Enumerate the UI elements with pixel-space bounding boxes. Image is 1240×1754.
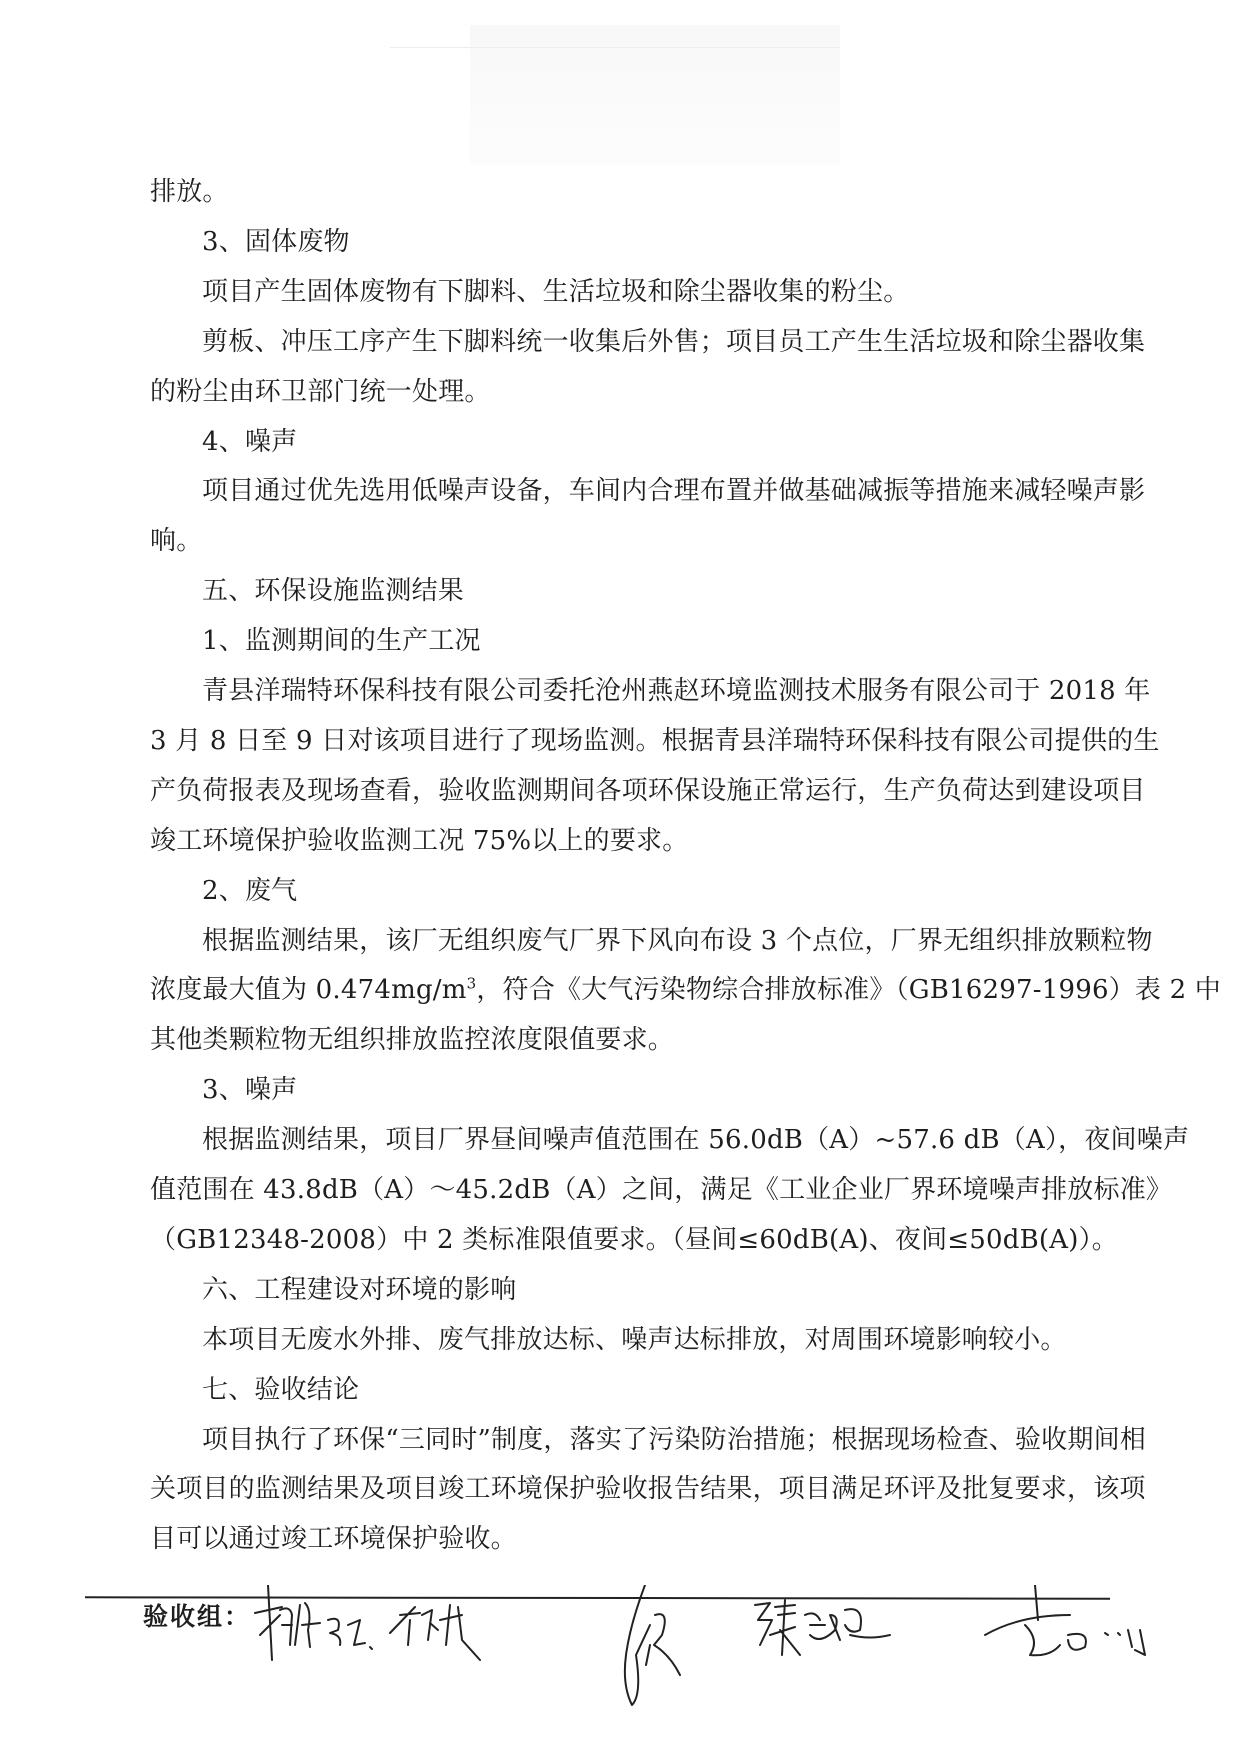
text-line: [202, 1115, 1190, 1165]
superscript: 3: [466, 974, 477, 993]
line-text: 排放。: [150, 177, 229, 207]
line-text: 根据监测结果，项目厂界昼间噪声值范围在 56.0dB（A）~57.6 dB（A），夜间噪声: [202, 1125, 1190, 1156]
line-text: 1、监测期间的生产工况: [202, 626, 481, 657]
line-text: 浓度最大值为 0.474mg/m: [150, 975, 467, 1006]
text-line: [150, 965, 1221, 1015]
text-line: [150, 1165, 1173, 1215]
text-line: [202, 666, 1151, 716]
line-text: 本项目无废水外排、废气排放达标、噪声达标排放，对周围环境影响较小。: [202, 1324, 1067, 1355]
line-text: 目可以通过竣工环境保护验收。: [150, 1524, 517, 1555]
text-line: [150, 367, 1110, 417]
line-text: 响。: [150, 526, 203, 557]
signature-2: [625, 1585, 680, 1705]
text-line: [202, 616, 1110, 666]
text-line: [202, 417, 1110, 467]
line-text: 其他类颗粒物无组织排放监控浓度限值要求。: [150, 1025, 675, 1056]
text-line: [150, 766, 1146, 816]
text-line: [150, 516, 1110, 566]
text-line: [202, 1265, 1110, 1315]
text-line: [150, 167, 1110, 217]
text-line: [202, 916, 1153, 966]
text-line: [150, 816, 1110, 866]
text-line: [202, 1315, 1110, 1365]
text-line: [202, 1065, 1110, 1115]
line-text: （GB12348-2008）中 2 类标准限值要求。（昼间≤60dB(A)、夜间≤50dB(A)）。: [150, 1224, 1118, 1255]
line-text: 的粉尘由环卫部门统一处理。: [150, 376, 491, 407]
text-line: [150, 1514, 1110, 1564]
line-text: 项目通过优先选用低噪声设备，车间内合理布置并做基础减振等措施来减轻噪声影: [202, 476, 1146, 507]
line-text: 2、废气: [202, 875, 298, 906]
text-line: [202, 566, 1110, 616]
text-line: [150, 1464, 1146, 1514]
text-line: [202, 1365, 1110, 1415]
text-line: [202, 317, 1146, 367]
line-text: 五、环保设施监测结果: [202, 576, 465, 607]
line-text: 青县洋瑞特环保科技有限公司委托沧州燕赵环境监测技术服务有限公司于 2018 年: [202, 676, 1151, 706]
line-text: 3 月 8 日至 9 日对该项目进行了现场监测。根据青县洋瑞特环保科技有限公司提供的生: [150, 725, 1160, 756]
line-text: 剪板、冲压工序产生下脚料统一收集后外售；项目员工产生生活垃圾和除尘器收集: [202, 326, 1146, 357]
text-line: [202, 1415, 1146, 1465]
line-text: 竣工环境保护验收监测工况 75%以上的要求。: [150, 825, 689, 856]
handwritten-signatures: [250, 1585, 1150, 1715]
line-text: 六、工程建设对环境的影响: [202, 1274, 517, 1305]
line-text: 项目产生固体废物有下脚料、生活垃圾和除尘器收集的粉尘。: [202, 276, 910, 307]
text-line: [202, 217, 1110, 267]
text-line: [150, 1015, 1110, 1065]
line-text: 根据监测结果，该厂无组织废气厂界下风向布设 3 个点位，厂界无组织排放颗粒物: [202, 925, 1153, 956]
line-text: 关项目的监测结果及项目竣工环境保护验收报告结果，项目满足环评及批复要求，该项: [150, 1474, 1146, 1505]
signature-1: [255, 1585, 480, 1660]
acceptance-group-label: 验收组：: [143, 1602, 252, 1631]
line-text: 4、噪声: [202, 426, 298, 457]
text-line: [202, 466, 1146, 516]
line-text: 值范围在 43.8dB（A）～45.2dB（A）之间，满足《工业企业厂界环境噪声排放标准》: [150, 1175, 1173, 1205]
line-text: 项目执行了环保“三同时”制度，落实了污染防治措施；根据现场检查、验收期间相: [202, 1424, 1146, 1455]
line-text: 3、固体废物: [202, 226, 350, 257]
line-text: 产负荷报表及现场查看，验收监测期间各项环保设施正常运行，生产负荷达到建设项目: [150, 775, 1146, 806]
text-line: [202, 267, 1110, 317]
signature-3: [755, 1600, 890, 1655]
line-text-continued: ，符合《大气污染物综合排放标准》（GB16297-1996）表 2 中: [476, 975, 1221, 1006]
text-line: [202, 866, 1110, 916]
text-line: [150, 1215, 1118, 1265]
text-line: [150, 716, 1160, 766]
line-text: 七、验收结论: [202, 1374, 360, 1405]
scan-bleed-through: [470, 25, 840, 165]
line-text: 3、噪声: [202, 1075, 298, 1106]
signature-4: [985, 1585, 1145, 1655]
scan-artifact-line: [390, 47, 840, 48]
